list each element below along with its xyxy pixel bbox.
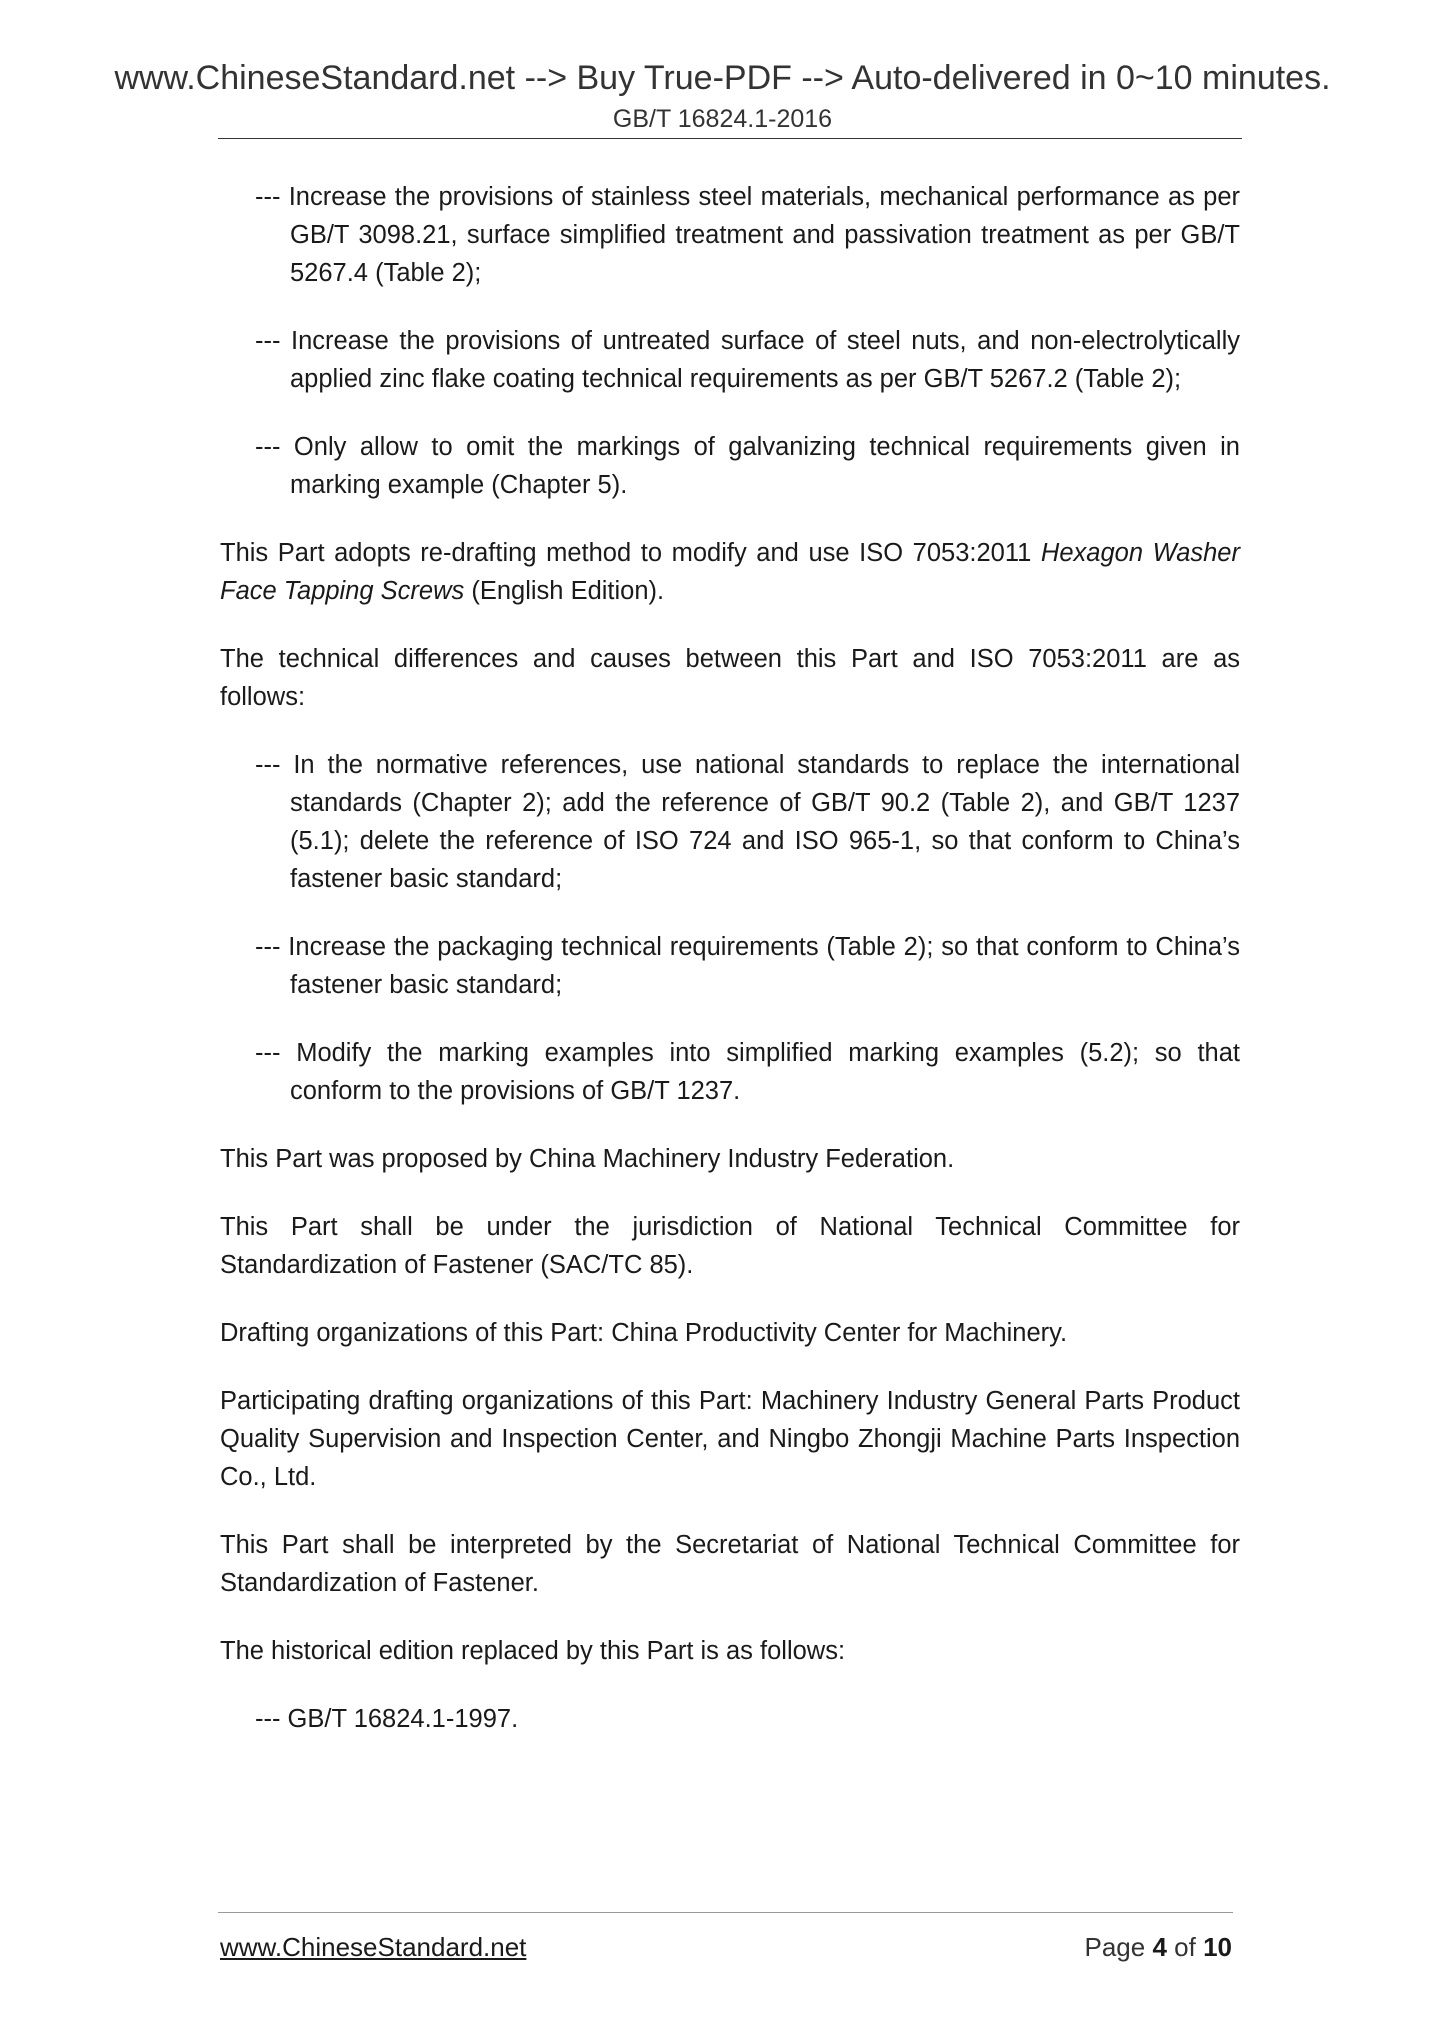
adoption-suffix: (English Edition).	[464, 577, 665, 605]
adoption-paragraph	[220, 534, 1240, 610]
amendment-item: --- Increase the provisions of untreated surface of steel nuts, and non-electrolytically applied zinc flake coating technical requirements as per GB/T 5267.2 (Table 2);	[255, 327, 1240, 393]
adopted-standard-title: Hexagon Washer Face Tapping Screws	[220, 539, 1240, 605]
header-banner: www.ChineseStandard.net --> Buy True-PDF --> Auto-delivered in 0~10 minutes.	[114, 59, 1331, 97]
footer-site-link[interactable]: www.ChineseStandard.net	[220, 1932, 527, 1962]
page-indicator	[1084, 1932, 1232, 1963]
standard-code: GB/T 16824.1-2016	[612, 105, 833, 133]
amendment-item: --- Increase the provisions of stainless steel materials, mechanical performance as per GB/T 3098.21, surface simplified treatment and passivation treatment as per GB/T 5267.4 (Table 2);	[255, 183, 1240, 287]
page-of: of	[1174, 1932, 1196, 1962]
adoption-prefix: This Part adopts re-drafting method to modify and use ISO 7053:2011	[220, 539, 1041, 567]
page-label: Page	[1084, 1932, 1146, 1962]
history-item: --- GB/T 16824.1-1997.	[255, 1705, 519, 1733]
difference-item: --- Increase the packaging technical requirements (Table 2); so that conform to China’s fastener basic standard;	[255, 933, 1240, 999]
participating-organizations: Participating drafting organizations of this Part: Machinery Industry General Parts Product Quality Supervision and Inspection Center, and Ningbo Zhongji Machine Parts Inspection Co., Ltd.	[220, 1387, 1240, 1491]
amendment-item: --- Only allow to omit the markings of galvanizing technical requirements given in marking example (Chapter 5).	[255, 433, 1240, 499]
history-intro: The historical edition replaced by this Part is as follows:	[220, 1637, 846, 1665]
interpretation: This Part shall be interpreted by the Secretariat of National Technical Committee for Standardization of Fastener.	[220, 1531, 1240, 1597]
differences-intro: The technical differences and causes between this Part and ISO 7053:2011 are as follows:	[220, 645, 1240, 711]
header-divider	[218, 138, 1242, 139]
drafting-organizations: Drafting organizations of this Part: China Productivity Center for Machinery.	[220, 1319, 1068, 1347]
page-total: 10	[1203, 1932, 1232, 1962]
difference-item: --- Modify the marking examples into simplified marking examples (5.2); so that conform to the provisions of GB/T 1237.	[255, 1039, 1240, 1105]
page-current: 4	[1152, 1932, 1167, 1962]
difference-item: --- In the normative references, use national standards to replace the international standards (Chapter 2); add the reference of GB/T 90.2 (Table 2), and GB/T 1237 (5.1); delete the reference of ISO 724 and ISO 965-1, so that conform to China’s fastener basic standard;	[255, 751, 1240, 893]
jurisdiction: This Part shall be under the jurisdiction of National Technical Committee for Standardization of Fastener (SAC/TC 85).	[220, 1213, 1240, 1279]
page-body	[220, 178, 1240, 1768]
footer-divider	[218, 1912, 1233, 1913]
proposed-by: This Part was proposed by China Machinery Industry Federation.	[220, 1145, 955, 1173]
